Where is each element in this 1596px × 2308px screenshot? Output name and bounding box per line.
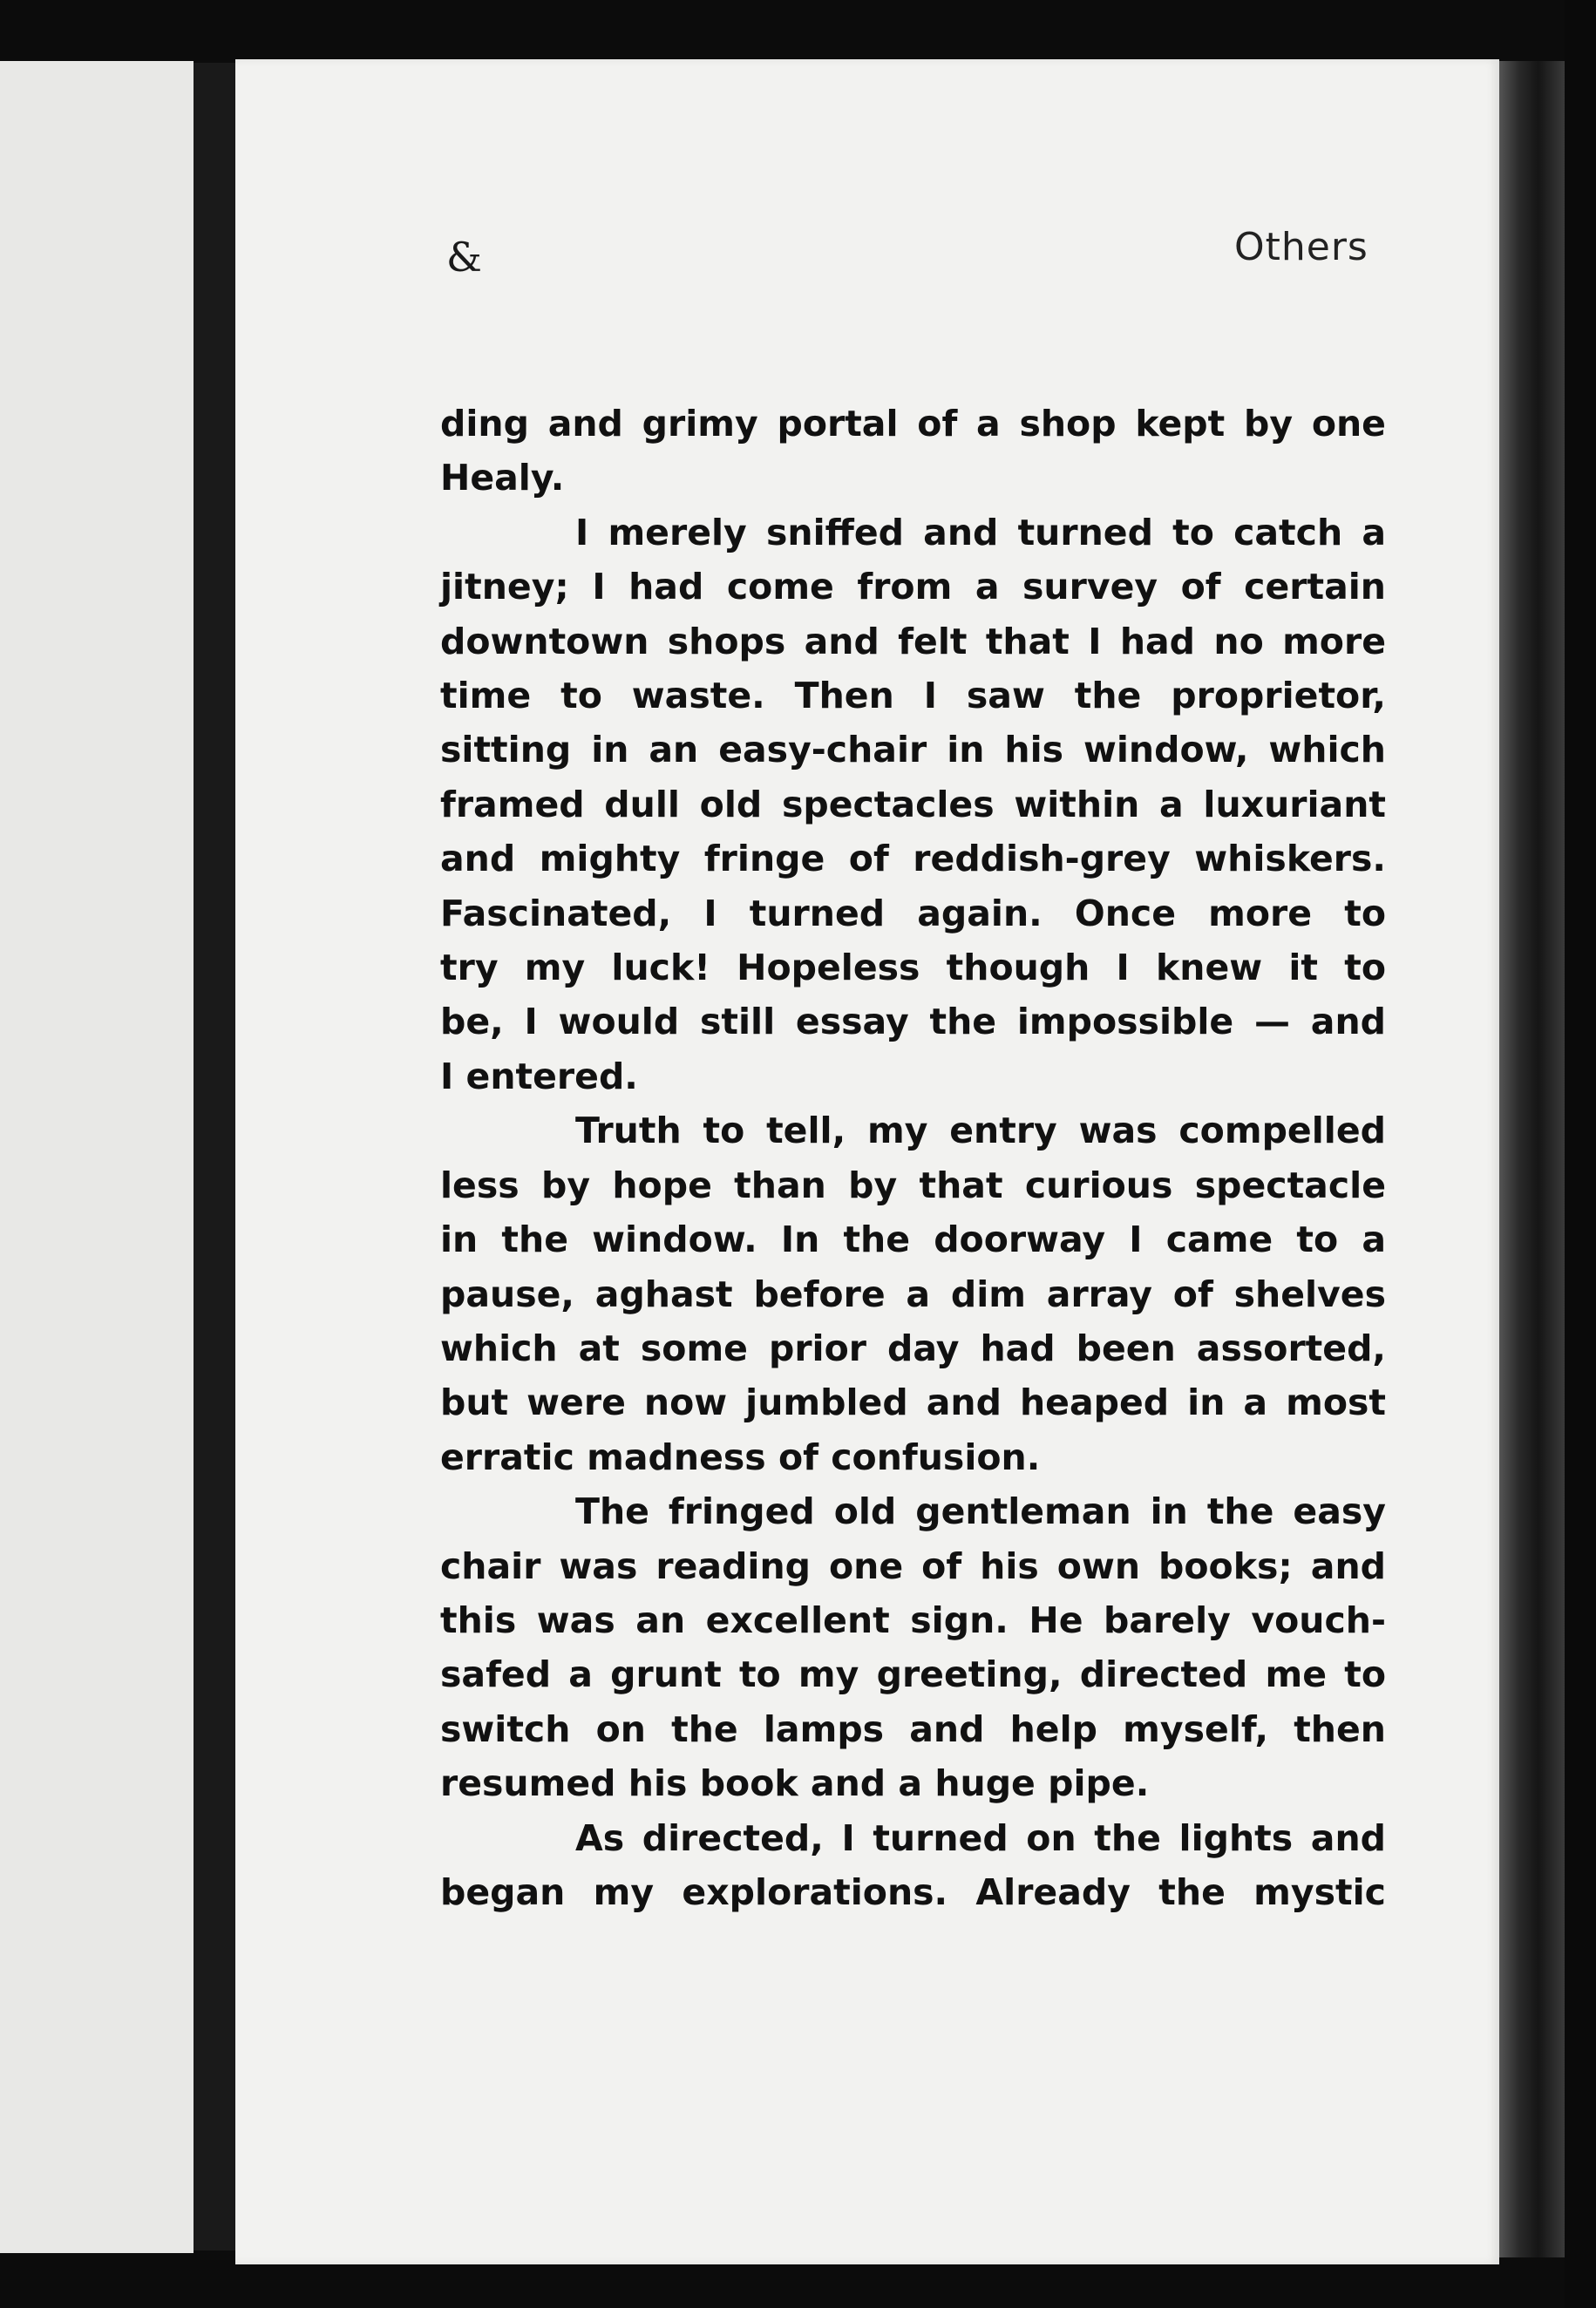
scan-border: [1565, 0, 1596, 2308]
text-line: erratic madness of confusion.: [440, 1436, 1041, 1478]
text-line: framed dull old spectacles within a luxuriant: [440, 783, 1386, 825]
page-edge-stack: [1499, 61, 1565, 2257]
text-line: began my explorations. Already the mystic: [440, 1870, 1386, 1913]
text-line: Truth to tell, my entry was compelled: [575, 1110, 1386, 1152]
text-line: be, I would still essay the impossible — and: [440, 1001, 1386, 1043]
paragraph: [440, 1811, 1386, 1920]
text-line: Fascinated, I turned again. Once more to: [440, 892, 1386, 934]
paragraph: [440, 397, 1386, 506]
text-line: jitney; I had come from a survey of certain: [440, 566, 1386, 608]
text-line: The fringed old gentleman in the easy: [575, 1490, 1386, 1533]
text-line: As directed, I turned on the lights and: [575, 1816, 1386, 1859]
text-line: Healy.: [440, 457, 565, 499]
text-line: safed a grunt to my greeting, directed me to: [440, 1653, 1386, 1696]
text-line: sitting in an easy-chair in his window, which: [440, 729, 1386, 771]
paragraph: [440, 1484, 1386, 1810]
text-line: time to waste. Then I saw the proprietor,: [440, 675, 1386, 717]
paragraph: [440, 1103, 1386, 1484]
text-line: this was an excellent sign. He barely vouch-: [440, 1599, 1386, 1641]
text-line: chair was reading one of his own books; and: [440, 1544, 1386, 1587]
running-header-right: Others: [1234, 225, 1368, 269]
paragraph: [440, 506, 1386, 1103]
text-line: try my luck! Hopeless though I knew it to: [440, 947, 1386, 989]
text-line: I merely sniffed and turned to catch a: [575, 511, 1386, 553]
text-line: pause, aghast before a dim array of shelves: [440, 1273, 1386, 1315]
text-line: I entered.: [440, 1055, 638, 1097]
text-line: switch on the lamps and help myself, then: [440, 1707, 1386, 1750]
text-line: resumed his book and a huge pipe.: [440, 1762, 1150, 1805]
book-gutter: [194, 63, 235, 2250]
text-line: ding and grimy portal of a shop kept by one: [440, 403, 1386, 445]
text-line: and mighty fringe of reddish-grey whiskers.: [440, 838, 1386, 880]
text-line: in the window. In the doorway I came to a: [440, 1218, 1386, 1261]
text-line: downtown shops and felt that I had no more: [440, 620, 1386, 662]
text-line: which at some prior day had been assorted,: [440, 1327, 1386, 1369]
text-line: less by hope than by that curious spectacle: [440, 1164, 1386, 1206]
body-text: [440, 397, 1386, 1919]
left-facing-page: [0, 61, 194, 2253]
running-header-left: &: [446, 234, 483, 281]
text-line: but were now jumbled and heaped in a most: [440, 1381, 1386, 1424]
